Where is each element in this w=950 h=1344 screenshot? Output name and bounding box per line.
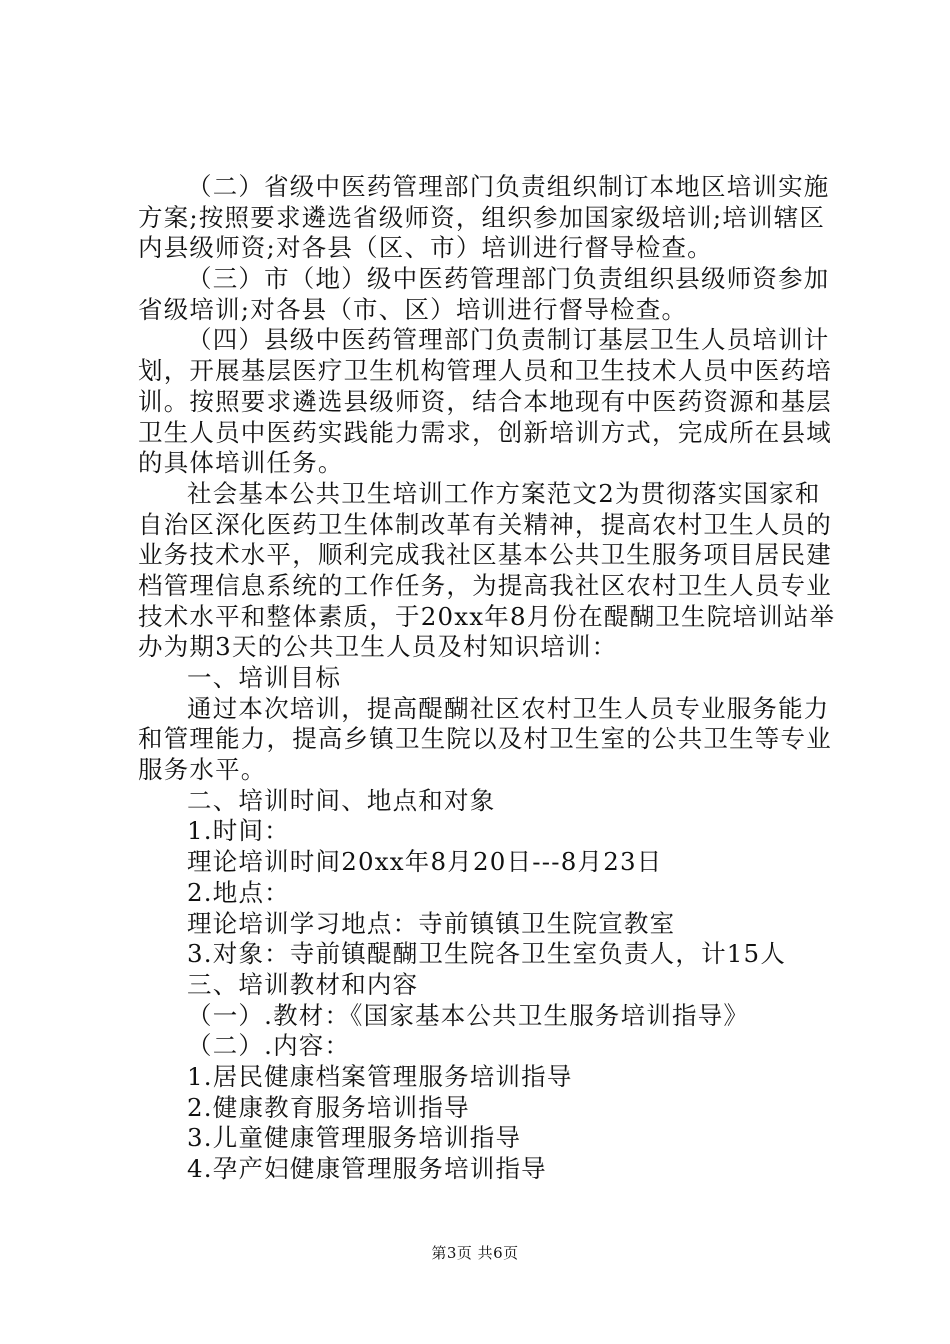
- text-line: 3.对象：寺前镇醍醐卫生院各卫生室负责人，计15人: [187, 939, 787, 969]
- text-line: 自治区深化医药卫生体制改革有关精神，提高农村卫生人员的: [138, 509, 832, 539]
- text-line: 通过本次培训，提高醍醐社区农村卫生人员专业服务能力: [187, 693, 830, 723]
- text-line: 1.时间：: [187, 816, 290, 846]
- text-line: （二）省级中医药管理部门负责组织制订本地区培训实施: [187, 172, 830, 201]
- text-line: 理论培训时间20xx年8月20日---8月23日: [187, 847, 663, 877]
- text-line: 的具体培训任务。: [138, 448, 344, 478]
- text-line: 划，开展基层医疗卫生机构管理人员和卫生技术人员中医药培: [138, 356, 832, 386]
- text-line: 3.儿童健康管理服务培训指导: [187, 1123, 522, 1153]
- text-line: （四）县级中医药管理部门负责制订基层卫生人员培训计: [187, 325, 830, 355]
- text-line: 2.健康教育服务培训指导: [187, 1092, 470, 1122]
- text-line: 三、培训教材和内容: [187, 969, 419, 999]
- text-line: 业务技术水平，顺利完成我社区基本公共卫生服务项目居民建: [138, 540, 832, 570]
- page-footer: 第3页 共6页: [431, 1244, 519, 1262]
- text-line: 1.居民健康档案管理服务培训指导: [187, 1061, 573, 1091]
- text-line: （一）.教材：《国家基本公共卫生服务培训指导》: [187, 1000, 750, 1030]
- text-line: 方案;按照要求遴选省级师资，组织参加国家级培训;培训辖区: [138, 202, 826, 232]
- text-line: 理论培训学习地点：寺前镇镇卫生院宣教室: [187, 908, 676, 938]
- text-line: 卫生人员中医药实践能力需求，创新培训方式，完成所在县域: [138, 417, 832, 447]
- text-line: 训。按照要求遴选县级师资，结合本地现有中医药资源和基层: [138, 386, 832, 416]
- text-line: 省级培训;对各县（市、区）培训进行督导检查。: [138, 294, 688, 324]
- text-line: 技术水平和整体素质，于20xx年8月份在醍醐卫生院培训站举: [138, 601, 836, 631]
- text-line: 服务水平。: [138, 755, 267, 785]
- text-line: 档管理信息系统的工作任务，为提高我社区农村卫生人员专业: [138, 570, 832, 600]
- text-line: 内县级师资;对各县（区、市）培训进行督导检查。: [138, 233, 713, 263]
- text-line: 办为期3天的公共卫生人员及村知识培训：: [138, 632, 618, 662]
- text-line: 社会基本公共卫生培训工作方案范文2为贯彻落实国家和: [187, 478, 821, 508]
- text-line: 4.孕产妇健康管理服务培训指导: [187, 1154, 547, 1183]
- text-line: 2.地点：: [187, 877, 290, 907]
- text-line: 二、培训时间、地点和对象: [187, 785, 496, 815]
- document-body: [138, 172, 838, 1185]
- text-line: （二）.内容：: [187, 1031, 351, 1061]
- text-line: （三）市（地）级中医药管理部门负责组织县级师资参加: [187, 264, 830, 294]
- text-line: 和管理能力，提高乡镇卫生院以及村卫生室的公共卫生等专业: [138, 724, 832, 754]
- text-line: 一、培训目标: [187, 663, 342, 692]
